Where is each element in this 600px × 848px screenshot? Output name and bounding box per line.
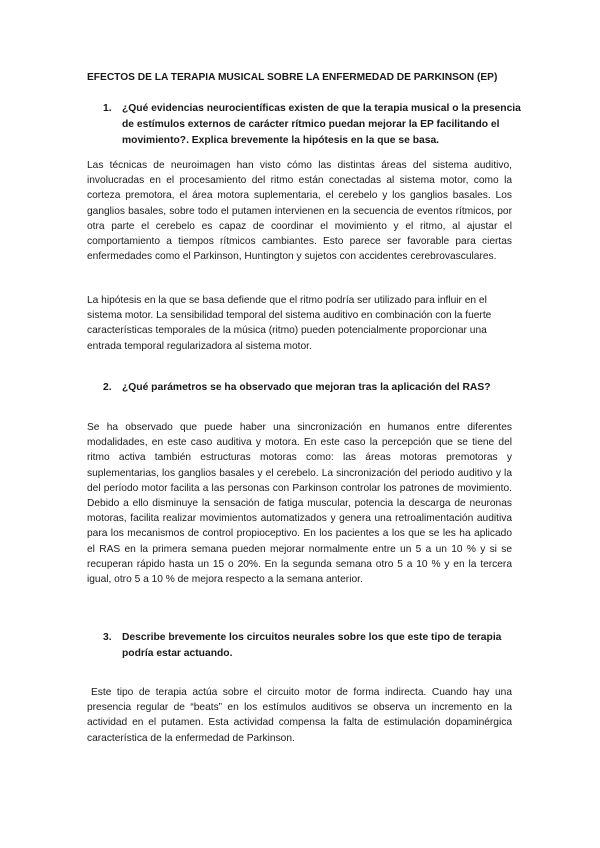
answer-3-paragraph: Este tipo de terapia actúa sobre el circuito motor de forma indirecta. Cuando hay una presencia regular de “beats” en los estímulos auditivos se observa un incremento en la actividad en el putamen. Esta actividad compensa la falta de estimulación dopaminérgica característica de la enfermedad de Parkinson.: [87, 687, 512, 744]
question-1-text: ¿Qué evidencias neurocientíficas existen de que la terapia musical o la presencia de estímulos externos de carácter rítmico puedan mejorar la EP facilitando el movimiento?. Explica brevemente la hipótesis en la que se basa.: [122, 103, 521, 146]
question-2-number: 2.: [103, 382, 112, 393]
answer-2-paragraph: Se ha observado que puede haber una sincronización en humanos entre diferentes modalidades, en este caso auditiva y motora. En este caso la percepción que se tiene del ritmo activa también estructuras motoras como: las áreas motoras premotoras y suplementarias, los ganglios basales y el cerebelo. La sincronización del periodo auditivo y la del período motor facilita a las personas con Parkinson controlar los patrones de movimiento. Debido a ello disminuye la sensación de fatiga muscular, potencia la descarga de neuronas motoras, facilita realizar movimientos automatizados y genera una retroalimentación auditiva para los mecanismos de control propioceptivo. En los pacientes a los que se les ha aplicado el RAS en la primera semana pueden mejorar normalmente entre un 5 a un 10 % y si se recuperan rápido hasta un 15 o 20%. En la segunda semana otro 5 a 10 % y en la tercera igual, otro 5 a 10 % de mejora respecto a la semana anterior.: [87, 422, 512, 586]
question-3-number: 3.: [103, 632, 112, 643]
question-2-text: ¿Qué parámetros se ha observado que mejoran tras la aplicación del RAS?: [122, 382, 491, 393]
answer-1-paragraph-1: Las técnicas de neuroimagen han visto cómo las distintas áreas del sistema auditivo, involucradas en el procesamiento del ritmo están conectadas al sistema motor, como la corteza premotora, el área motora suplementaria, el cerebelo y los ganglios basales. Los ganglios basales, sobre todo el putamen intervienen en la secuencia de eventos rítmicos, por otra parte el cerebelo es capaz de coordinar el movimiento y el ritmo, al ajustar el comportamiento a tiempos rítmicos cambiantes. Esto parece ser favorable para ciertas enfermedades como el Parkinson, Huntington y sujetos con accidentes cerebrovasculares.: [87, 160, 512, 263]
document-title: EFECTOS DE LA TERAPIA MUSICAL SOBRE LA ENFERMEDAD DE PARKINSON (EP): [87, 72, 498, 83]
question-1-number: 1.: [103, 103, 112, 114]
question-1: [103, 101, 523, 149]
answer-1-paragraph-2: La hipótesis en la que se basa defiende que el ritmo podría ser utilizado para influir en el sistema motor. La sensibilidad temporal del sistema auditivo en combinación con la fuerte características temporales de la música (ritmo) pueden potencialmente proporcionar una entrada temporal regularizadora al sistema motor.: [87, 295, 492, 352]
question-3: [103, 630, 523, 662]
question-3-text: Describe brevemente los circuitos neurales sobre los que este tipo de terapia podría estar actuando.: [122, 632, 502, 659]
question-2: [103, 380, 523, 396]
